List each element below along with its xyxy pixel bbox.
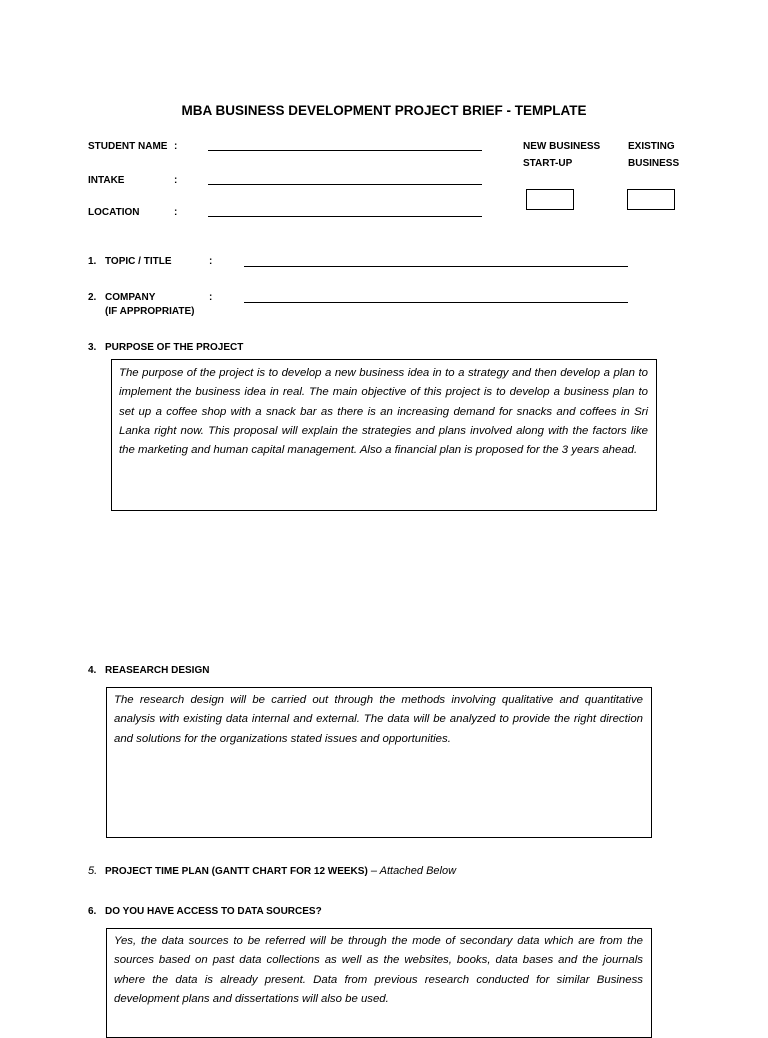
location-colon: : <box>174 207 178 218</box>
section-3-number: 3. <box>88 342 97 353</box>
student-name-colon: : <box>174 141 178 152</box>
section-1-heading <box>88 256 171 267</box>
intake-label: INTAKE <box>88 175 125 186</box>
new-business-label-line1: NEW BUSINESS <box>523 141 601 152</box>
section-2-heading <box>88 292 155 303</box>
section-4-number: 4. <box>88 665 97 676</box>
data-sources-text-box[interactable] <box>106 928 652 1038</box>
section-2-label: COMPANY <box>105 292 156 303</box>
section-1-number: 1. <box>88 256 97 267</box>
purpose-text: The purpose of the project is to develop a new business idea in to a strategy and then develop a plan to implement the business idea in real. The main objective of this project is to develop a business plan to set up a coffee shop with a snack bar as there is an increasing demand for snacks and coffees in Sri Lanka right now. This proposal will explain the strategies and plans involved along with the factors like the marketing and human capital management. Also a financial plan is proposed for the 3 years ahead. <box>119 367 648 457</box>
section-6-number: 6. <box>88 906 97 917</box>
student-name-label: STUDENT NAME <box>88 141 168 152</box>
topic-title-field[interactable] <box>244 266 628 267</box>
section-2-number: 2. <box>88 292 97 303</box>
section-3-heading <box>88 342 243 353</box>
new-business-label-line2: START-UP <box>523 158 573 169</box>
intake-colon: : <box>174 175 178 186</box>
company-field[interactable] <box>244 302 628 303</box>
student-name-field[interactable] <box>208 150 482 151</box>
section-5-suffix: – Attached Below <box>367 865 457 877</box>
section-2-colon: : <box>209 292 213 303</box>
data-sources-text: Yes, the data sources to be referred will be through the mode of secondary data which are from the sources based on past data collections as well as the websites, books, data bases and the journals where the data is already present. Data from previous research conducted for similar Business development plans and dissertations will also be used. <box>114 935 643 1005</box>
new-business-checkbox[interactable] <box>526 189 574 210</box>
research-design-text-box[interactable] <box>106 687 652 838</box>
intake-field[interactable] <box>208 184 482 185</box>
purpose-text-box[interactable] <box>111 359 657 511</box>
existing-business-checkbox[interactable] <box>627 189 675 210</box>
section-4-heading <box>88 665 209 676</box>
section-5-label: PROJECT TIME PLAN (GANTT CHART FOR 12 WEEKS) <box>105 866 368 877</box>
existing-business-label-line2: BUSINESS <box>628 158 680 169</box>
section-3-label: PURPOSE OF THE PROJECT <box>105 342 244 353</box>
location-label: LOCATION <box>88 207 140 218</box>
location-field[interactable] <box>208 216 482 217</box>
existing-business-label-line1: EXISTING <box>628 141 675 152</box>
section-6-label: DO YOU HAVE ACCESS TO DATA SOURCES? <box>105 906 322 917</box>
section-2-sublabel: (IF APPROPRIATE) <box>105 306 195 317</box>
section-5-number: 5. <box>88 865 98 877</box>
section-6-heading <box>88 906 322 917</box>
section-5-heading <box>88 865 456 877</box>
section-1-colon: : <box>209 256 213 267</box>
section-1-label: TOPIC / TITLE <box>105 256 172 267</box>
research-design-text: The research design will be carried out through the methods involving qualitative and quantitative analysis with existing data internal and external. The data will be analyzed to provide the right direction and solutions for the organizations stated issues and opportunities. <box>114 694 643 745</box>
section-4-label: REASEARCH DESIGN <box>105 665 210 676</box>
page-title: MBA BUSINESS DEVELOPMENT PROJECT BRIEF - TEMPLATE <box>181 103 587 118</box>
